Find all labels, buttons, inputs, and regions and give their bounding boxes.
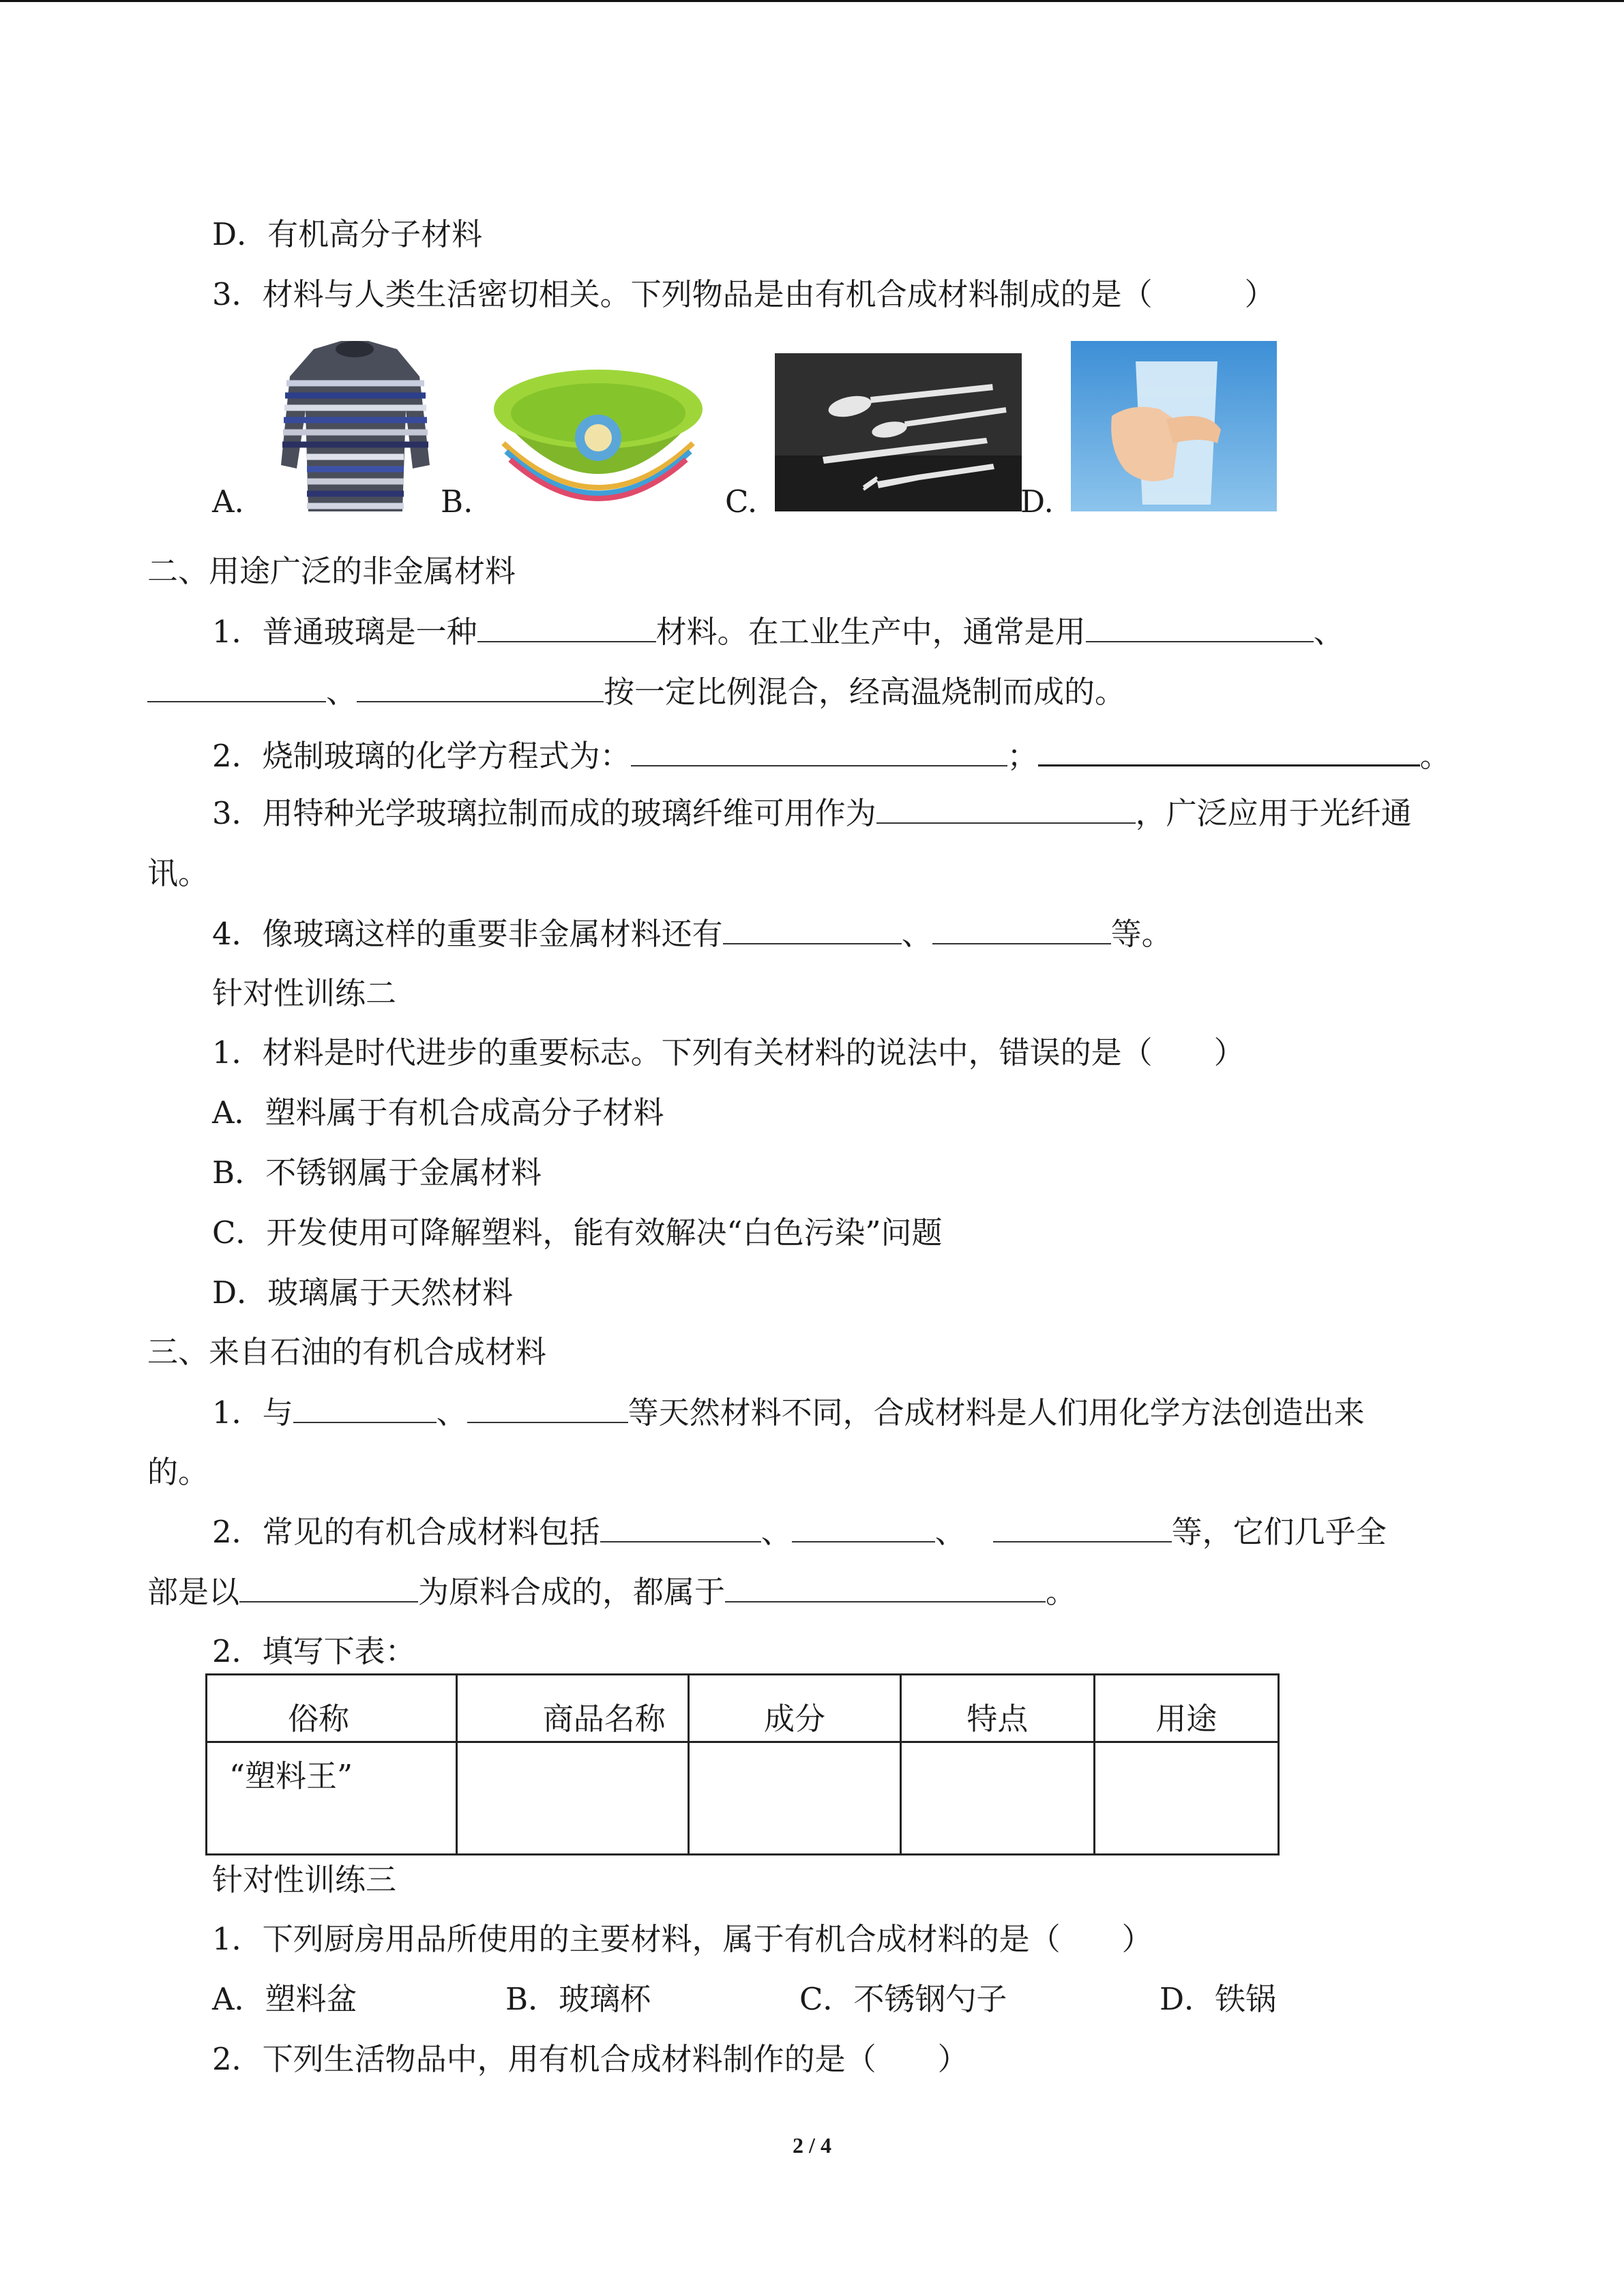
training-3-option-b: B．玻璃杯 — [505, 1981, 651, 2017]
cell-features[interactable] — [901, 1742, 1094, 1855]
training-2-option-b: B．不锈钢属于金属材料 — [212, 1154, 542, 1191]
training-3-option-c: C．不锈钢勺子 — [799, 1981, 1007, 2017]
training-2-title: 针对性训练二 — [212, 975, 397, 1011]
training-3-question-1: 1．下列厨房用品所使用的主要材料，属于有机合成材料的是（ ） — [212, 1921, 1153, 1957]
blank-nonmetal-1[interactable] — [723, 913, 902, 944]
blank-equation-1[interactable] — [631, 735, 1007, 766]
cutlery-image — [775, 353, 1022, 511]
fill-line-3-cont: 讯。 — [147, 855, 209, 891]
fill-in-table — [205, 1673, 1280, 1855]
blank-synthetic-2[interactable] — [792, 1511, 935, 1542]
plastic-basin-image — [488, 361, 708, 511]
header-uses: 用途 — [1094, 1675, 1278, 1742]
fill-line-s2-cont: 部是以 为原料合成的，都属于 。 — [147, 1571, 1076, 1612]
question-3-materials: 3．材料与人类生活密切相关。下列物品是由有机合成材料制成的是（ ） — [212, 276, 1275, 312]
blank-equation-2[interactable] — [1038, 734, 1420, 766]
blank-raw-material-1[interactable] — [1086, 611, 1314, 642]
training-3-option-d: D．铁锅 — [1160, 1981, 1277, 2017]
sweater-image — [266, 336, 445, 511]
fill-line-3: 3．用特种光学玻璃拉制而成的玻璃纤维可用作为 ，广泛应用于光纤通 — [212, 792, 1412, 833]
page-number: 2 / 4 — [793, 2133, 831, 2158]
fill-line-1-cont: 、 按一定比例混合，经高温烧制而成的。 — [147, 671, 1125, 712]
training-3-title: 针对性训练三 — [212, 1862, 397, 1898]
training-3-question-2: 2．下列生活物品中，用有机合成材料制作的是（ ） — [212, 2041, 969, 2077]
blank-natural-material-2[interactable] — [467, 1392, 628, 1423]
cell-plastic-king: “塑料王” — [207, 1742, 457, 1855]
blank-natural-material-1[interactable] — [293, 1392, 437, 1423]
fill-line-s1-cont: 的。 — [147, 1454, 209, 1490]
training-2-option-a: A．塑料属于有机合成高分子材料 — [212, 1094, 664, 1131]
top-border — [0, 0, 1624, 2]
image-option-d-label: D. — [1020, 483, 1054, 520]
blank-nonmetal-2[interactable] — [932, 913, 1111, 944]
cell-composition[interactable] — [688, 1742, 900, 1855]
image-option-b-label: B. — [441, 483, 473, 520]
training-3-option-a: A．塑料盆 — [212, 1981, 357, 2017]
option-d-organic-polymer: D．有机高分子材料 — [212, 216, 483, 252]
header-product-name: 商品名称 — [457, 1675, 688, 1742]
blank-category[interactable] — [725, 1571, 1046, 1602]
table-row — [207, 1742, 1279, 1855]
blank-synthetic-3[interactable] — [993, 1511, 1172, 1542]
cell-uses[interactable] — [1094, 1742, 1278, 1855]
training-2-question: 1．材料是时代进步的重要标志。下列有关材料的说法中，错误的是（ ） — [212, 1034, 1245, 1071]
header-composition: 成分 — [688, 1675, 900, 1742]
training-2-option-d: D．玻璃属于天然材料 — [212, 1274, 514, 1311]
section-2-title: 二、用途广泛的非金属材料 — [147, 553, 516, 589]
glass-of-water-image — [1071, 341, 1277, 511]
fill-line-s2: 2．常见的有机合成材料包括 、 、 等，它们几乎全 — [212, 1511, 1387, 1552]
image-option-c-label: C. — [725, 483, 758, 520]
fill-line-4: 4．像玻璃这样的重要非金属材料还有 、 等。 — [212, 913, 1172, 954]
section-3-title: 三、来自石油的有机合成材料 — [147, 1334, 547, 1370]
blank-raw-material-3[interactable] — [357, 671, 604, 702]
table-header-row — [207, 1675, 1279, 1742]
fill-line-1: 1．普通玻璃是一种 材料。在工业生产中，通常是用 、 — [212, 611, 1344, 652]
fill-line-s1: 1．与 、 等天然材料不同，合成材料是人们用化学方法创造出来 — [212, 1392, 1365, 1433]
image-option-a-label: A. — [212, 483, 244, 520]
blank-raw-source[interactable] — [239, 1571, 418, 1602]
training-2-option-c: C．开发使用可降解塑料，能有效解决“白色污染”问题 — [212, 1214, 943, 1251]
blank-glass-type[interactable] — [477, 611, 656, 642]
header-features: 特点 — [901, 1675, 1094, 1742]
blank-raw-material-2[interactable] — [147, 671, 326, 702]
fill-table-instruction: 2．填写下表： — [212, 1633, 416, 1669]
header-common-name: 俗称 — [207, 1675, 457, 1742]
cell-product-name[interactable] — [457, 1742, 688, 1855]
blank-optical-fiber[interactable] — [876, 792, 1136, 824]
blank-synthetic-1[interactable] — [600, 1511, 761, 1542]
fill-line-2: 2．烧制玻璃的化学方程式为： ； 。 — [212, 734, 1451, 775]
